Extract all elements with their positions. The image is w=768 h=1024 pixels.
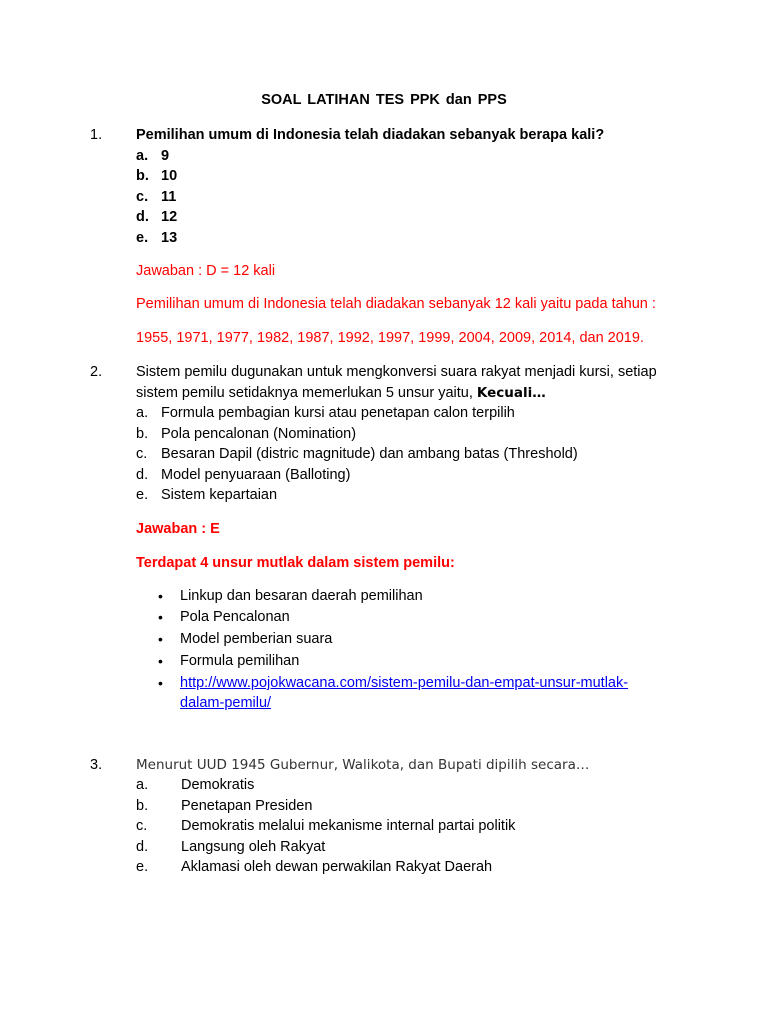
q3-question: Menurut UUD 1945 Gubernur, Walikota, dan Bupati dipilih secara… [136, 757, 590, 773]
reference-link-line1[interactable]: http://www.pojokwacana.com/sistem-pemilu-dan-empat-unsur-mutlak- [180, 675, 629, 691]
q1-option-e-letter: e. [136, 230, 149, 246]
q2-option-d-letter: d. [136, 467, 149, 483]
q1-option-d-letter: d. [136, 209, 149, 225]
q2-number: 2. [90, 364, 103, 380]
q1-explanation-line2: 1955, 1971, 1977, 1982, 1987, 1992, 1997, 1999, 2004, 2009, 2014, dan 2019. [136, 330, 644, 346]
q1-option-b-text: 10 [161, 168, 178, 184]
q1-option-a-text: 9 [161, 148, 170, 164]
q3-option-b-letter: b. [136, 798, 149, 814]
q2-question-line2 [136, 385, 546, 401]
q2-option-c-text: Besaran Dapil (distric magnitude) dan ambang batas (Threshold) [161, 446, 578, 462]
q2-question-text: sistem pemilu setidaknya memerlukan 5 unsur yaitu, [136, 385, 477, 401]
q2-question-line1: Sistem pemilu dugunakan untuk mengkonversi suara rakyat menjadi kursi, setiap [136, 364, 657, 380]
q1-option-a-letter: a. [136, 148, 149, 164]
q2-option-c-letter: c. [136, 446, 148, 462]
q2-option-a-text: Formula pembagian kursi atau penetapan calon terpilih [161, 405, 515, 421]
q2-reference-link-cont[interactable] [180, 695, 271, 711]
q2-explanation: Terdapat 4 unsur mutlak dalam sistem pemilu: [136, 555, 455, 571]
reference-link-line2[interactable]: dalam-pemilu/ [180, 695, 272, 711]
q2-bullet-4: Formula pemilihan [180, 653, 300, 669]
q1-answer: Jawaban : D = 12 kali [136, 263, 276, 279]
q2-option-b-letter: b. [136, 426, 149, 442]
bullet-dot-icon: • [158, 653, 163, 669]
q2-question-emphasis: Kecuali… [476, 385, 546, 401]
q2-reference-link[interactable] [180, 675, 628, 691]
page-title: SOAL LATIHAN TES PPK dan PPS [261, 92, 507, 108]
q3-option-e-letter: e. [136, 859, 149, 875]
q2-bullet-2: Pola Pencalonan [180, 609, 290, 625]
q2-option-e-text: Sistem kepartaian [161, 487, 278, 503]
q3-option-e-text: Aklamasi oleh dewan perwakilan Rakyat Daerah [181, 859, 493, 875]
q3-number: 3. [90, 757, 103, 773]
q2-option-e-letter: e. [136, 487, 149, 503]
bullet-dot-icon: • [158, 631, 163, 647]
bullet-dot-icon: • [158, 609, 163, 625]
q3-option-c-letter: c. [136, 818, 148, 834]
q3-option-c-text: Demokratis melalui mekanisme internal partai politik [181, 818, 516, 834]
q1-explanation-line1: Pemilihan umum di Indonesia telah diadakan sebanyak 12 kali yaitu pada tahun : [136, 296, 656, 312]
q3-option-a-text: Demokratis [181, 777, 255, 793]
q1-option-b-letter: b. [136, 168, 149, 184]
q1-question: Pemilihan umum di Indonesia telah diadakan sebanyak berapa kali? [136, 127, 605, 143]
q2-bullet-1: Linkup dan besaran daerah pemilihan [180, 588, 423, 604]
q1-option-e-text: 13 [161, 230, 178, 246]
q1-option-d-text: 12 [161, 209, 178, 225]
q2-option-a-letter: a. [136, 405, 149, 421]
q3-option-d-letter: d. [136, 839, 149, 855]
q1-number: 1. [90, 127, 103, 143]
bullet-dot-icon: • [158, 675, 163, 691]
q2-option-d-text: Model penyuaraan (Balloting) [161, 467, 351, 483]
q2-bullet-3: Model pemberian suara [180, 631, 333, 647]
bullet-dot-icon: • [158, 588, 163, 604]
q2-option-b-text: Pola pencalonan (Nomination) [161, 426, 357, 442]
q1-option-c-text: 11 [161, 189, 177, 205]
q1-option-c-letter: c. [136, 189, 149, 205]
q3-option-d-text: Langsung oleh Rakyat [181, 839, 326, 855]
q3-option-a-letter: a. [136, 777, 149, 793]
q3-option-b-text: Penetapan Presiden [181, 798, 313, 814]
q2-answer: Jawaban : E [136, 521, 220, 537]
